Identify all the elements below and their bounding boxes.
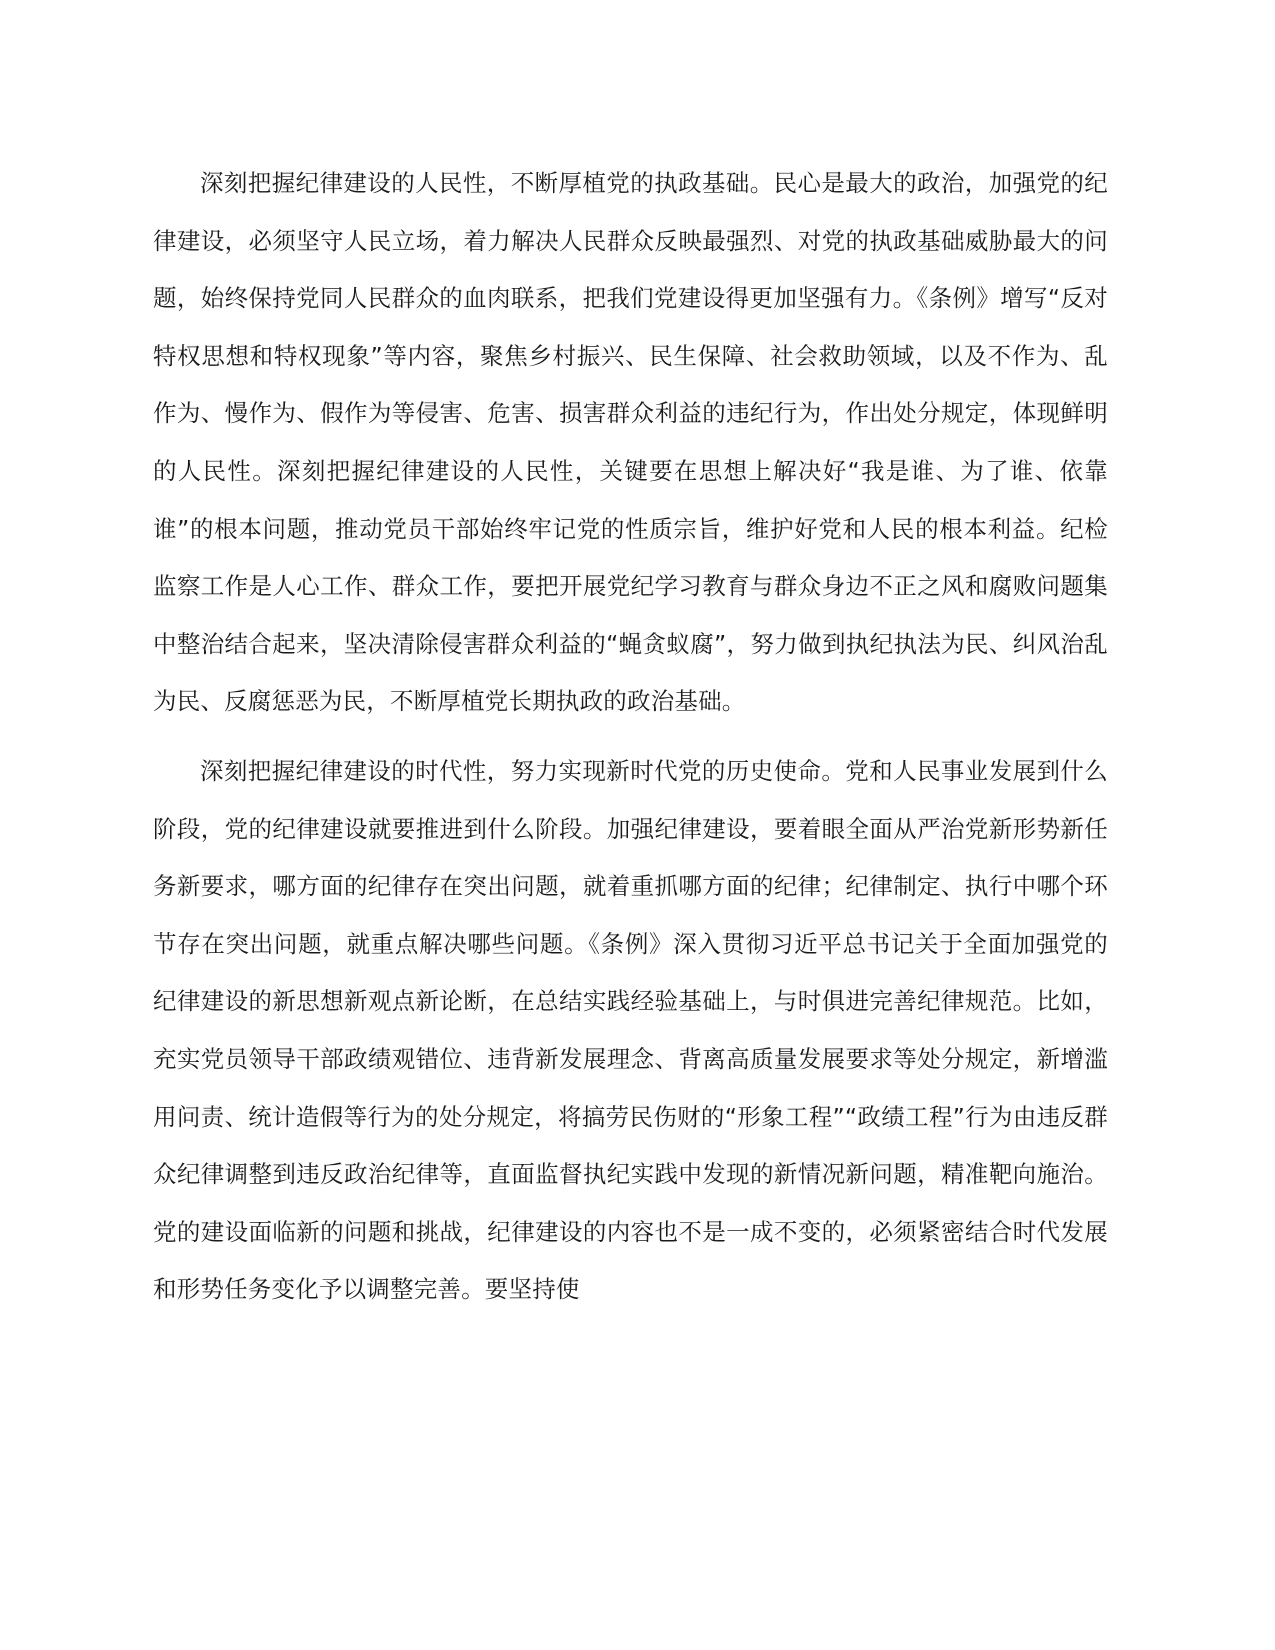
- paragraph-era-nature: 深刻把握纪律建设的时代性，努力实现新时代党的历史使命。党和人民事业发展到什么阶段，党的纪律建设就要推进到什么阶段。加强纪律建设，要着眼全面从严治党新形势新任务新要求，哪方面的纪律存在突出问题，就着重抓哪方面的纪律；纪律制定、执行中哪个环节存在突出问题，就重点解决哪些问题。《条例》深入贯彻习近平总书记关于全面加强党的纪律建设的新思想新观点新论断，在总结实践经验基础上，与时俱进完善纪律规范。比如，充实党员领导干部政绩观错位、违背新发展理念、背离高质量发展要求等处分规定，新增滥用问责、统计造假等行为的处分规定，将搞劳民伤财的“形象工程”“政绩工程”行为由违反群众纪律调整到违反政治纪律等，直面监督执纪实践中发现的新情况新问题，精准靶向施治。党的建设面临新的问题和挑战，纪律建设的内容也不是一成不变的，必须紧密结合时代发展和形势任务变化予以调整完善。要坚持使: [153, 756, 1108, 1304]
- paragraph-people-nature: 深刻把握纪律建设的人民性，不断厚植党的执政基础。民心是最大的政治，加强党的纪律建设，必须坚守人民立场，着力解决人民群众反映最强烈、对党的执政基础威胁最大的问题，始终保持党同人民群众的血肉联系，把我们党建设得更加坚强有力。《条例》增写“反对特权思想和特权现象”等内容，聚焦乡村振兴、民生保障、社会救助领域，以及不作为、乱作为、慢作为、假作为等侵害、危害、损害群众利益的违纪行为，作出处分规定，体现鲜明的人民性。深刻把握纪律建设的人民性，关键要在思想上解决好“我是谁、为了谁、依靠谁”的根本问题，推动党员干部始终牢记党的性质宗旨，维护好党和人民的根本利益。纪检监察工作是人心工作、群众工作，要把开展党纪学习教育与群众身边不正之风和腐败问题集中整治结合起来，坚决清除侵害群众利益的“蝇贪蚁腐”，努力做到执纪执法为民、纠风治乱为民、反腐惩恶为民，不断厚植党长期执政的政治基础。: [153, 169, 1108, 716]
- document-body: [153, 155, 1108, 1331]
